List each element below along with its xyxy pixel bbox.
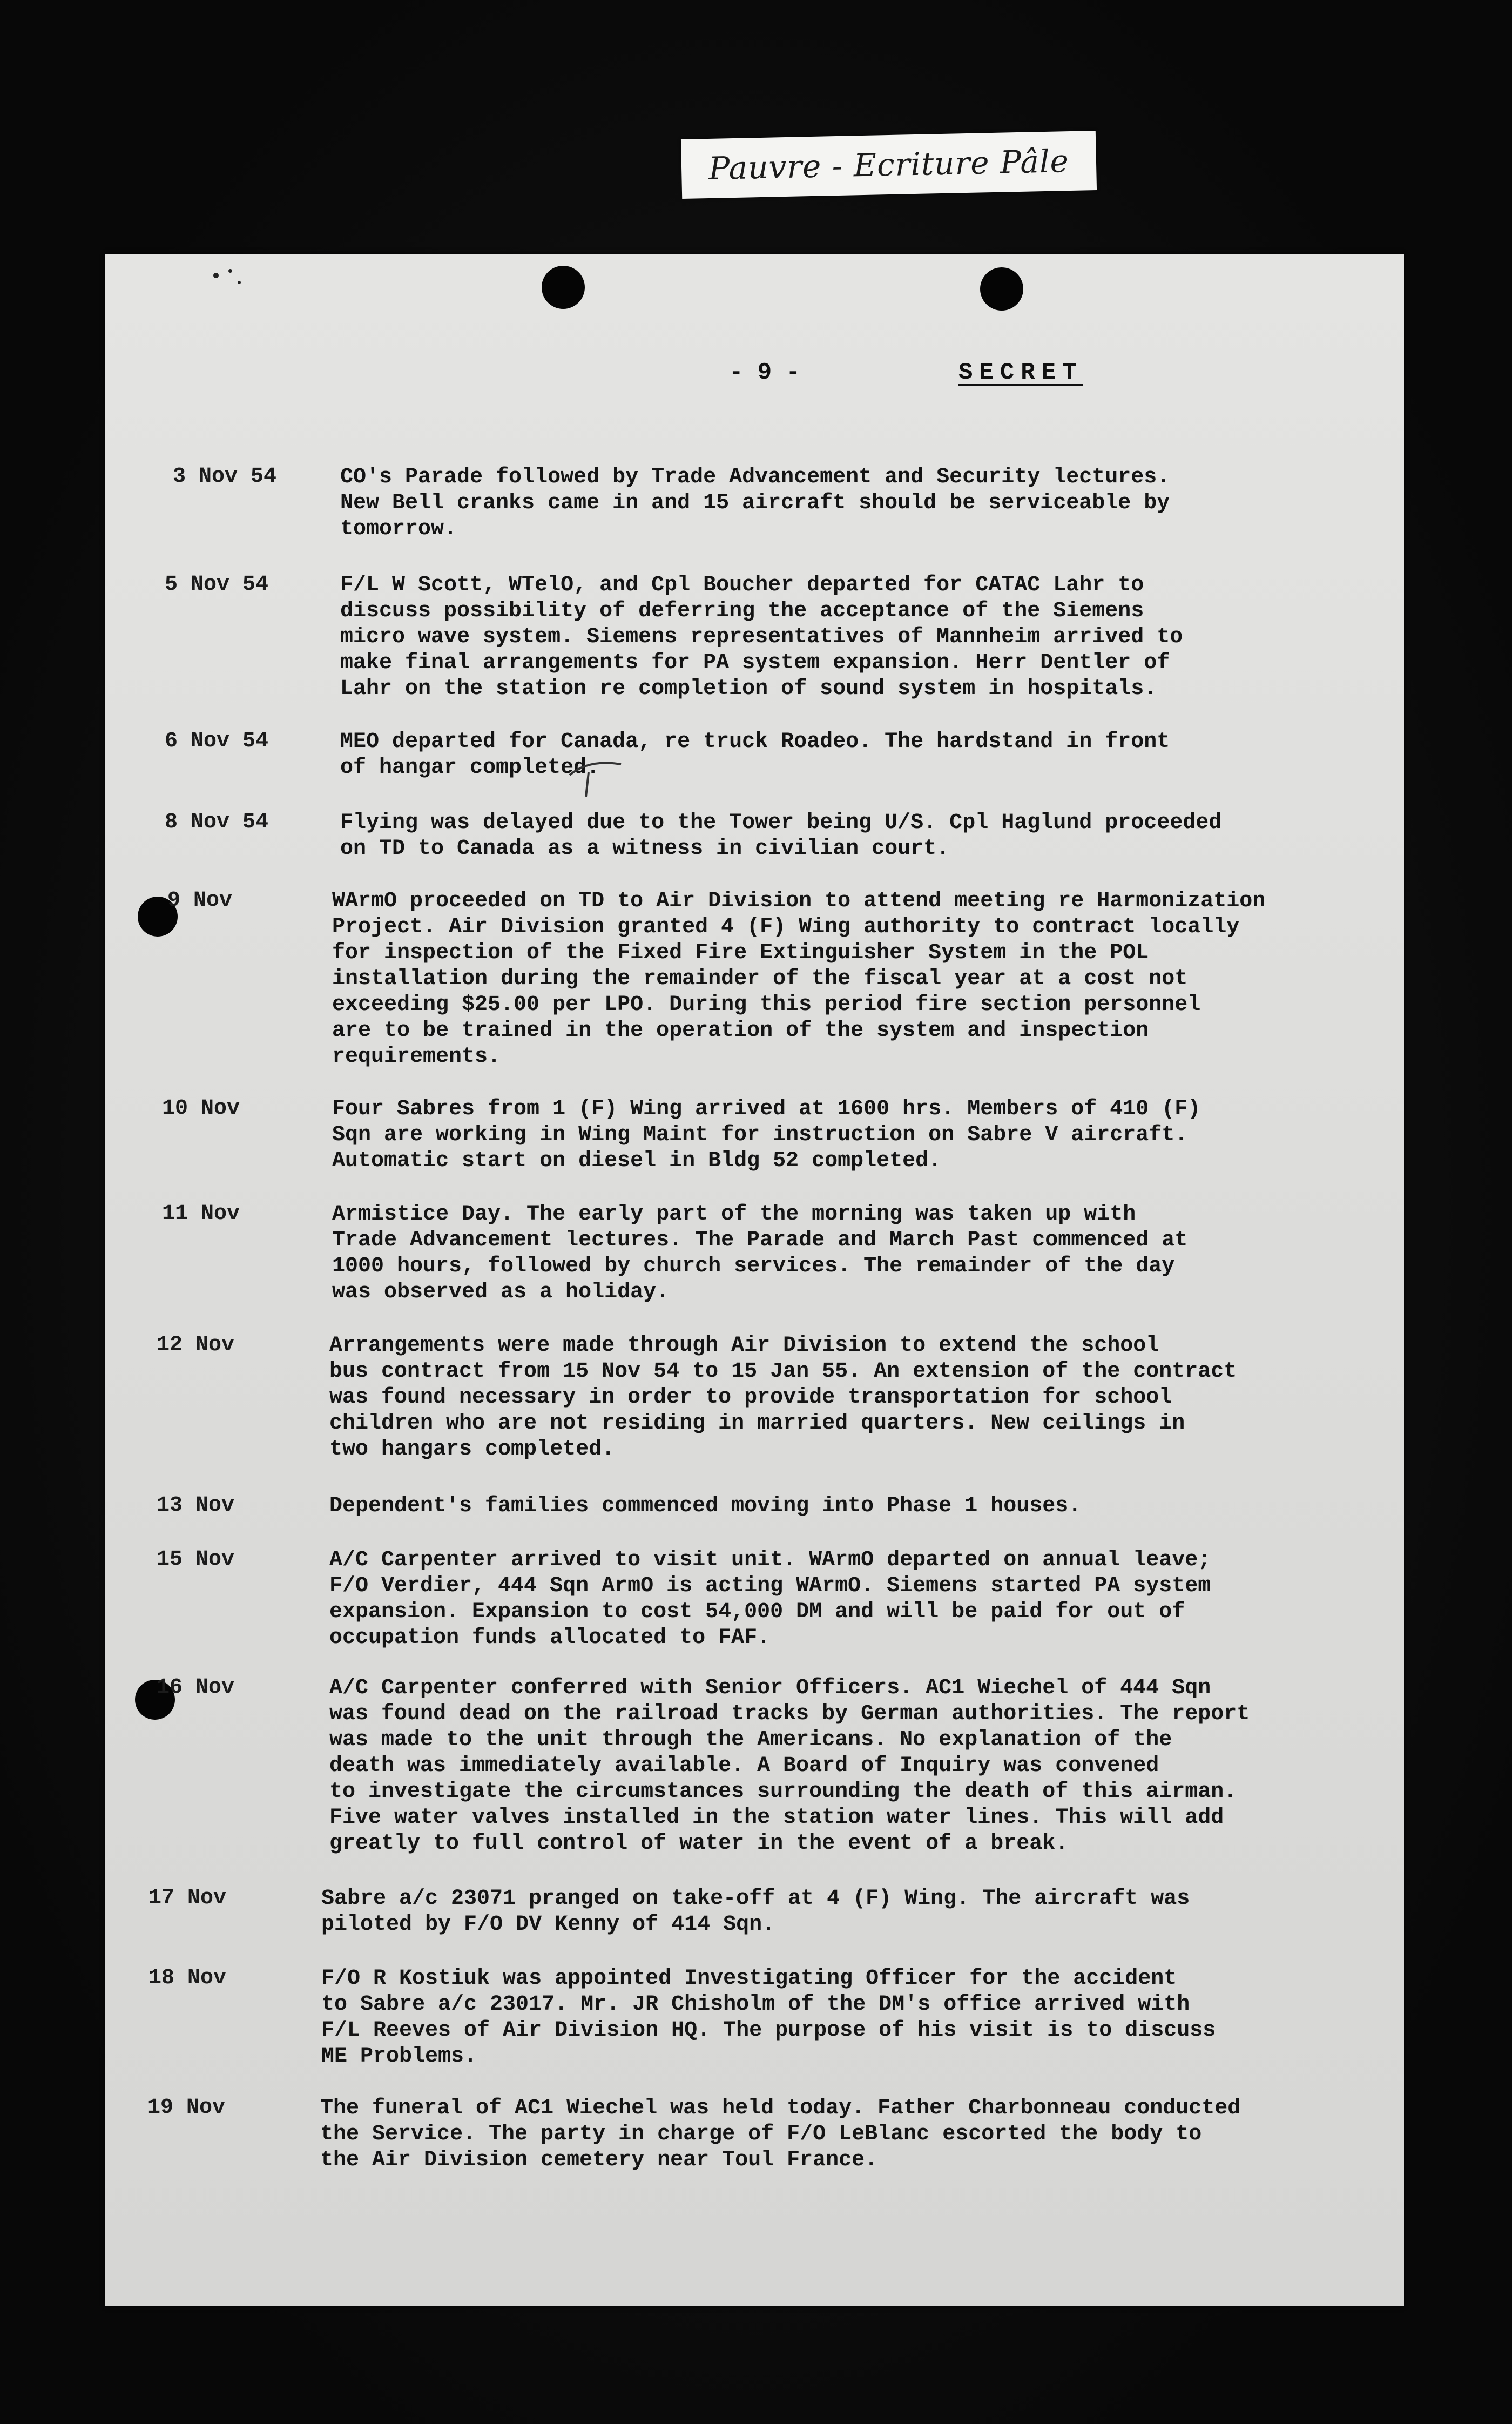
entry-line: expansion. Expansion to cost 54,000 DM and will be paid for out of	[329, 1600, 1185, 1624]
entry-line: F/O Verdier, 444 Sqn ArmO is acting WArmO. Siemens started PA system	[329, 1574, 1211, 1598]
entry-date: 16 Nov	[157, 1675, 235, 1700]
ink-speck	[213, 273, 219, 278]
entry-line: Automatic start on diesel in Bldg 52 completed.	[332, 1149, 942, 1173]
entry-line: F/L W Scott, WTelO, and Cpl Boucher departed for CATAC Lahr to	[340, 573, 1144, 597]
entry-line: F/O R Kostiuk was appointed Investigating Officer for the accident	[321, 1967, 1177, 1991]
entry-line: A/C Carpenter conferred with Senior Officers. AC1 Wiechel of 444 Sqn	[329, 1676, 1211, 1700]
entry-line: for inspection of the Fixed Fire Extinguisher System in the POL	[332, 941, 1149, 965]
archive-label-text: Pauvre - Ecriture Pâle	[708, 143, 1070, 187]
entry-text	[329, 1675, 1250, 1857]
entry-line: bus contract from 15 Nov 54 to 15 Jan 55. An extension of the contract	[329, 1359, 1237, 1384]
entry-line: The funeral of AC1 Wiechel was held today. Father Charbonneau conducted	[320, 2096, 1241, 2120]
entry-line: Lahr on the station re completion of sound system in hospitals.	[340, 677, 1157, 701]
document-page	[105, 254, 1404, 2306]
entry-line: was found dead on the railroad tracks by German authorities. The report	[329, 1702, 1250, 1726]
entry-line: discuss possibility of deferring the acceptance of the Siemens	[340, 599, 1144, 623]
entry-text	[332, 888, 1265, 1070]
entry-text	[340, 573, 1183, 702]
entry-date: 12 Nov	[157, 1333, 235, 1357]
entry-date: 8 Nov 54	[165, 810, 269, 834]
entry-line: Armistice Day. The early part of the morning was taken up with	[332, 1202, 1136, 1227]
entry-line: Flying was delayed due to the Tower being U/S. Cpl Haglund proceeded	[340, 811, 1222, 835]
ink-speck	[228, 269, 232, 273]
entry-text	[332, 1096, 1200, 1174]
entry-text	[321, 1886, 1190, 1938]
punch-hole-right	[980, 267, 1023, 311]
entry-date: 6 Nov 54	[165, 729, 269, 753]
entry-text	[340, 810, 1221, 862]
entry-line: micro wave system. Siemens representatives of Mannheim arrived to	[340, 625, 1183, 649]
entry-date: 3 Nov 54	[173, 464, 277, 489]
entry-line: WArmO proceeded on TD to Air Division to attend meeting re Harmonization	[332, 889, 1266, 913]
entry-line: greatly to full control of water in the event of a break.	[329, 1832, 1069, 1856]
entry-line: piloted by F/O DV Kenny of 414 Sqn.	[321, 1913, 775, 1937]
entry-date: 15 Nov	[157, 1547, 235, 1572]
entry-line: Arrangements were made through Air Division to extend the school	[329, 1334, 1159, 1358]
entry-line: Sabre a/c 23071 pranged on take-off at 4 (F) Wing. The aircraft was	[321, 1887, 1190, 1911]
entry-date: 13 Nov	[157, 1493, 235, 1518]
entry-line: CO's Parade followed by Trade Advancement and Security lectures.	[340, 465, 1170, 489]
entry-line: New Bell cranks came in and 15 aircraft should be serviceable by	[340, 491, 1170, 515]
entry-date: 10 Nov	[162, 1096, 240, 1121]
entry-line: Project. Air Division granted 4 (F) Wing authority to contract locally	[332, 915, 1240, 939]
entry-line: exceeding $25.00 per LPO. During this period fire section personnel	[332, 993, 1201, 1017]
entry-text	[320, 2096, 1240, 2173]
entry-line: ME Problems.	[321, 2044, 477, 2069]
entry-line: two hangars completed.	[329, 1437, 615, 1462]
entry-date: 11 Nov	[162, 1202, 240, 1226]
entry-line: was observed as a holiday.	[332, 1280, 670, 1304]
entry-text	[321, 1966, 1216, 2070]
entry-line: installation during the remainder of the fiscal year at a cost not	[332, 967, 1188, 991]
entry-date: 19 Nov	[147, 2096, 226, 2120]
entry-line: make final arrangements for PA system expansion. Herr Dentler of	[340, 651, 1170, 675]
entry-line: was found necessary in order to provide transportation for school	[329, 1385, 1172, 1410]
entry-line: tomorrow.	[340, 517, 457, 541]
entry-line: of hangar completed.	[340, 756, 600, 780]
entry-text	[332, 1202, 1187, 1305]
entry-date: 17 Nov	[148, 1886, 227, 1910]
entry-text	[329, 1493, 1081, 1519]
punch-hole-left	[542, 266, 585, 309]
entry-line: requirements.	[332, 1045, 501, 1069]
entry-date: 9 Nov	[167, 888, 233, 913]
ink-speck	[238, 281, 241, 284]
entry-line: Sqn are working in Wing Maint for instruction on Sabre V aircraft.	[332, 1123, 1188, 1147]
pen-mark	[567, 759, 626, 802]
entry-line: the Air Division cemetery near Toul France.	[320, 2148, 878, 2172]
entry-date: 18 Nov	[148, 1966, 227, 1990]
entry-line: was made to the unit through the Americans. No explanation of the	[329, 1728, 1172, 1752]
entry-line: A/C Carpenter arrived to visit unit. WArmO departed on annual leave;	[329, 1548, 1211, 1572]
security-classification: SECRET	[959, 359, 1083, 386]
entry-text	[340, 729, 1170, 781]
entry-line: Trade Advancement lectures. The Parade and March Past commenced at	[332, 1228, 1188, 1253]
entry-text	[340, 464, 1170, 542]
entry-line: children who are not residing in married quarters. New ceilings in	[329, 1411, 1185, 1436]
entry-text	[329, 1547, 1211, 1651]
entry-line: MEO departed for Canada, re truck Roadeo. The hardstand in front	[340, 730, 1170, 754]
entry-line: to Sabre a/c 23017. Mr. JR Chisholm of the DM's office arrived with	[321, 1992, 1190, 2017]
entry-line: the Service. The party in charge of F/O LeBlanc escorted the body to	[320, 2122, 1202, 2146]
page-number: - 9 -	[729, 359, 801, 386]
entry-text	[329, 1333, 1237, 1463]
entry-line: on TD to Canada as a witness in civilian court.	[340, 837, 950, 861]
entry-line: F/L Reeves of Air Division HQ. The purpose of his visit is to discuss	[321, 2018, 1216, 2043]
entry-date: 5 Nov 54	[165, 573, 269, 597]
archive-label-tab	[681, 131, 1097, 199]
entry-line: are to be trained in the operation of the system and inspection	[332, 1019, 1149, 1043]
entry-line: death was immediately available. A Board of Inquiry was convened	[329, 1754, 1159, 1778]
entry-line: occupation funds allocated to FAF.	[329, 1626, 771, 1650]
entry-line: 1000 hours, followed by church services. The remainder of the day	[332, 1254, 1175, 1278]
entry-line: Four Sabres from 1 (F) Wing arrived at 1600 hrs. Members of 410 (F)	[332, 1097, 1201, 1121]
entry-line: to investigate the circumstances surrounding the death of this airman.	[329, 1780, 1237, 1804]
page-header	[105, 359, 1404, 392]
entry-line: Dependent's families commenced moving into Phase 1 houses.	[329, 1494, 1082, 1518]
entry-line: Five water valves installed in the station water lines. This will add	[329, 1806, 1224, 1830]
